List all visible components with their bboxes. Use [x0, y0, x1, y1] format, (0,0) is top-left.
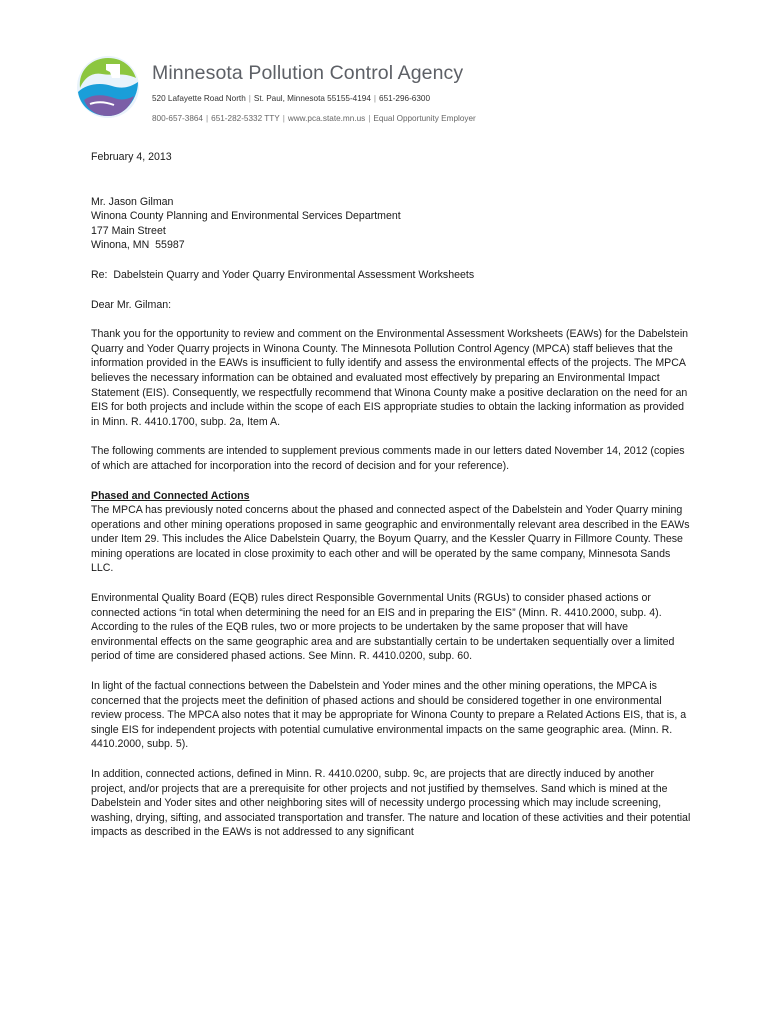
- mpca-logo-icon: [72, 54, 144, 120]
- recipient-line: Winona County Planning and Environmental Services Department: [91, 210, 401, 223]
- org-name: Minnesota Pollution Control Agency: [152, 62, 464, 84]
- recipient-block: [91, 195, 691, 253]
- org-address: 520 Lafayette Road North | St. Paul, Minnesota 55155-4194 | 651-296-6300: [152, 94, 431, 103]
- paragraph: Environmental Quality Board (EQB) rules direct Responsible Governmental Units (RGUs) to consider phased actions or connected actions “in total when determining the need for an EIS and in preparing the EIS” (Minn. R. 4410.2000, subp. 4). According to the rules of the EQB rules, two or more projects to be undertaken by the same proposer that will have environmental effects on the same geographic area and are substantially certain to be undertaken sequentially over a limited period of time are considered phased actions. See Minn. R. 4410.0200, subp. 60.: [91, 592, 675, 663]
- recipient-line: Winona, MN 55987: [91, 239, 185, 252]
- paragraph: The MPCA has previously noted concerns about the phased and connected aspect of the Dabelstein and Yoder Quarry mining operations and other mining operations proposed in same geographic and environmentally relevant area described in the EAWs under Item 29. This includes the Alice Dabelstein Quarry, the Boyum Quarry, and the Kessler Quarry in Fillmore County. These mining operations are located in close proximity to each other and will be operated by the same company, Minnesota Sands LLC.: [91, 504, 690, 575]
- paragraph: Thank you for the opportunity to review and comment on the Environmental Assessment Worksheets (EAWs) for the Dabelstein Quarry and Yoder Quarry projects in Winona County. The Minnesota Pollution Control Agency (MPCA) staff believes that the information provided in the EAWs is insufficient to fully identify and assess the environmental effects of the projects. The MPCA believes the necessary information can be obtained and evaluated most effectively by preparing an Environmental Impact Statement (EIS). Consequently, we respectfully recommend that Winona County make a positive declaration on the need for an EIS for both projects and include within the scope of each EIS appropriate studies to obtain the lacking information as provided in Minn. R. 4410.1700, subp. 2a, Item A.: [91, 328, 689, 428]
- letterhead: [72, 52, 692, 132]
- recipient-line: 177 Main Street: [91, 224, 166, 237]
- paragraph: The following comments are intended to supplement previous comments made in our letters dated November 14, 2012 (copies of which are attached for incorporation into the record of decision and for your reference).: [91, 445, 685, 472]
- recipient-line: Mr. Jason Gilman: [91, 195, 174, 208]
- org-contact: 800-657-3864 | 651-282-5332 TTY | www.pca.state.mn.us | Equal Opportunity Employer: [152, 114, 476, 123]
- letter-date: February 4, 2013: [91, 151, 172, 163]
- letter-body: [91, 150, 691, 840]
- paragraph: In light of the factual connections between the Dabelstein and Yoder mines and the other mining operations, the MPCA is concerned that the projects meet the definition of phased actions and should be considered together in one environmental review process. The MPCA also notes that it may be appropriate for Winona County to prepare a Related Actions EIS, that is, a single EIS for independent projects with potential cumulative environmental impacts on the same geographic area. (Minn. R. 4410.2000, subp. 5).: [91, 680, 687, 751]
- paragraph: In addition, connected actions, defined in Minn. R. 4410.0200, subp. 9c, are projects that are directly induced by another project, and/or projects that are a prerequisite for other projects and not justified by themselves. Sand which is mined at the Dabelstein and Yoder sites and other neighboring sites will of necessity undergo processing which may include screening, washing, drying, sifting, and associated transportation and transfer. The nature and location of these activities and their potential impacts as described in the EAWs is not addressed to any significant: [91, 768, 691, 839]
- section-heading: Phased and Connected Actions: [91, 489, 250, 502]
- salutation: Dear Mr. Gilman:: [91, 298, 172, 311]
- subject-line: Re: Dabelstein Quarry and Yoder Quarry Environmental Assessment Worksheets: [91, 268, 475, 281]
